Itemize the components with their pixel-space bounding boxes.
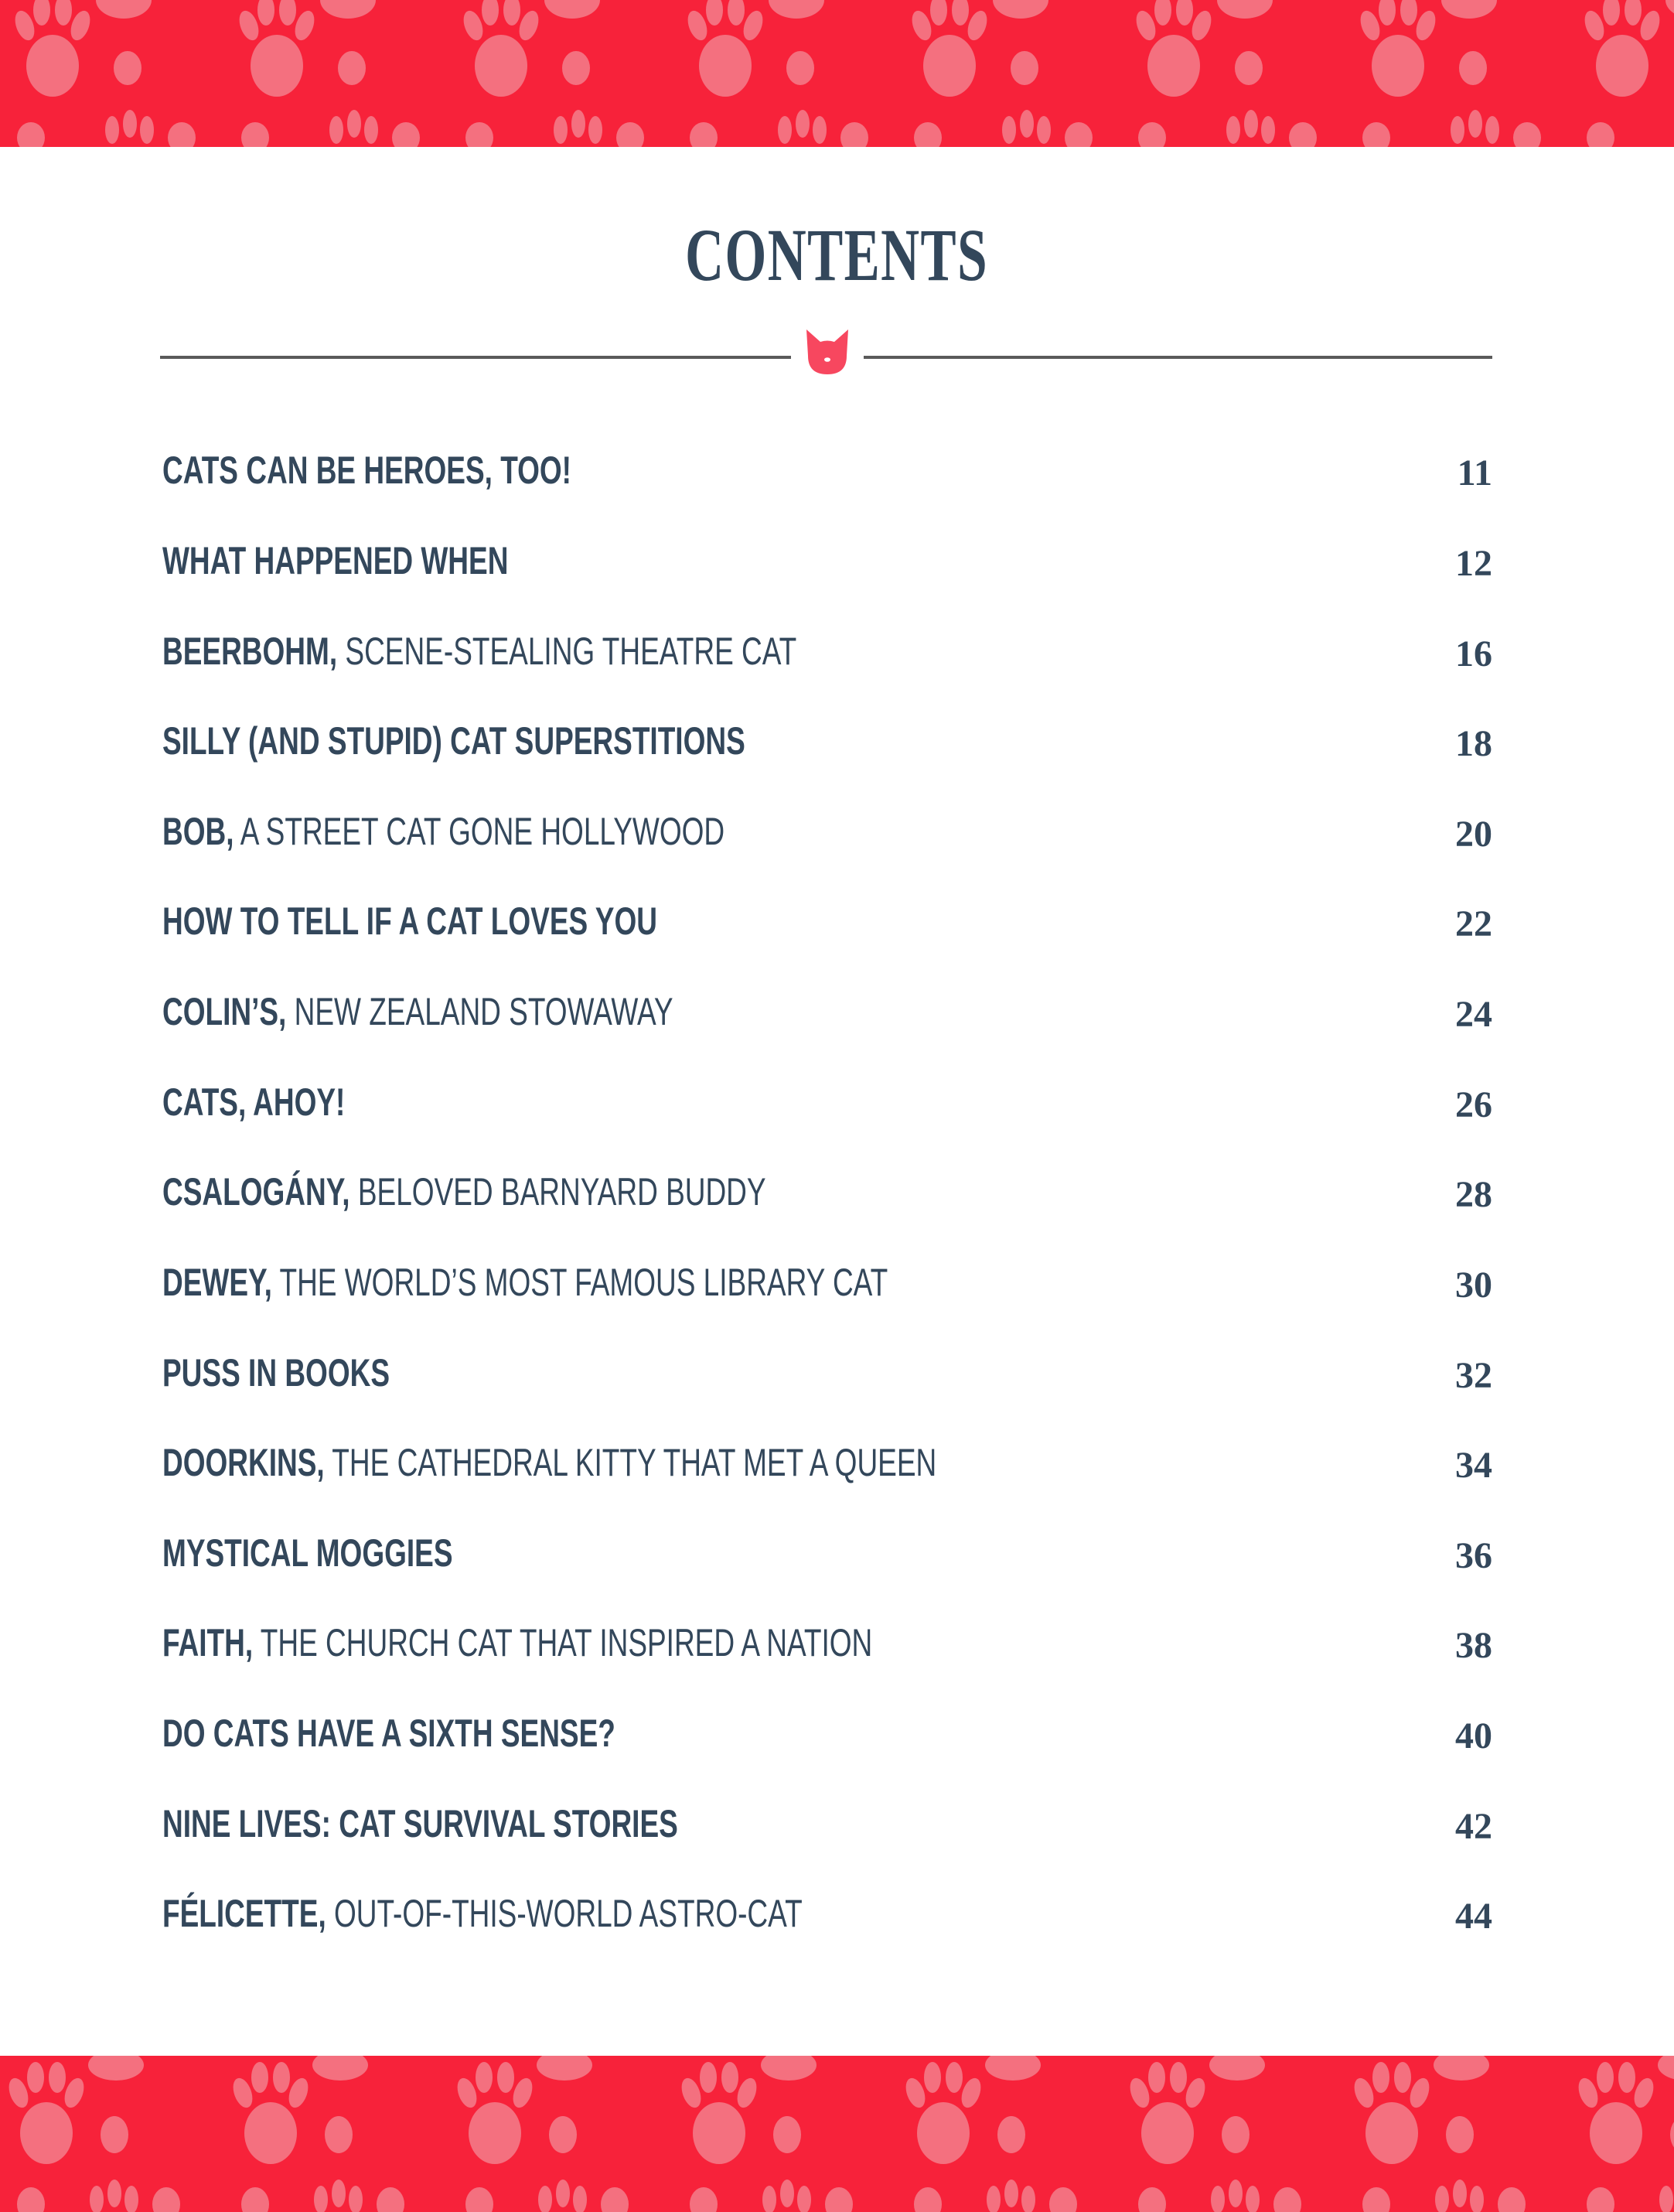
toc-entry-lead: BEERBOHM, — [162, 630, 338, 673]
toc-entry-title — [162, 1801, 678, 1847]
toc-entry-title — [162, 538, 508, 584]
toc-entry-lead: WHAT HAPPENED WHEN — [162, 539, 509, 582]
toc-entry[interactable] — [162, 898, 1492, 944]
toc-entry-lead: CATS CAN BE HEROES, TOO! — [162, 449, 572, 492]
toc-page-number: 44 — [1455, 1896, 1492, 1937]
toc-entry-lead: PUSS IN BOOKS — [162, 1351, 390, 1394]
toc-page-number: 36 — [1455, 1535, 1492, 1576]
toc-page-number: 42 — [1455, 1806, 1492, 1847]
toc-entry-title — [162, 988, 673, 1035]
toc-entry-title — [162, 1530, 453, 1576]
toc-entry-title — [162, 1079, 345, 1125]
toc-entry-lead: MYSTICAL MOGGIES — [162, 1531, 453, 1575]
toc-entry-subtitle: SCENE-STEALING THEATRE CAT — [337, 630, 797, 673]
toc-entry-title — [162, 628, 796, 674]
toc-entry[interactable] — [162, 1439, 1492, 1486]
toc-page-number: 16 — [1455, 633, 1492, 674]
toc-page-number: 20 — [1455, 814, 1492, 855]
toc-entry[interactable] — [162, 1079, 1492, 1125]
toc-entry-lead: SILLY (AND STUPID) CAT SUPERSTITIONS — [162, 719, 745, 763]
toc-page-number: 32 — [1455, 1355, 1492, 1396]
toc-entry-lead: CSALOGÁNY, — [162, 1170, 350, 1214]
toc-page-number: 22 — [1455, 903, 1492, 944]
toc-page-number: 34 — [1455, 1445, 1492, 1486]
toc-entry-lead: FAITH, — [162, 1621, 254, 1664]
toc-entry[interactable] — [162, 988, 1492, 1035]
toc-entry-title — [162, 447, 571, 493]
toc-entry-title — [162, 1710, 615, 1756]
toc-entry[interactable] — [162, 538, 1492, 584]
toc-page-number: 26 — [1455, 1084, 1492, 1125]
toc-entry[interactable] — [162, 718, 1492, 764]
toc-entry[interactable] — [162, 1710, 1492, 1756]
bottom-paw-banner — [0, 2056, 1674, 2212]
toc-entry-lead: FÉLICETTE, — [162, 1892, 326, 1935]
toc-entry-subtitle: BELOVED BARNYARD BUDDY — [349, 1170, 766, 1214]
toc-entry[interactable] — [162, 1169, 1492, 1215]
toc-entry-title — [162, 1439, 936, 1486]
toc-entry-title — [162, 1620, 872, 1666]
toc-entry-subtitle: NEW ZEALAND STOWAWAY — [286, 990, 673, 1033]
toc-entry-lead: DO CATS HAVE A SIXTH SENSE? — [162, 1712, 615, 1755]
toc-page-number: 24 — [1455, 994, 1492, 1035]
toc-page-number: 38 — [1455, 1625, 1492, 1666]
toc-page-number: 28 — [1455, 1174, 1492, 1215]
toc-entry[interactable] — [162, 628, 1492, 674]
toc-entry[interactable] — [162, 1890, 1492, 1937]
toc-entry-lead: NINE LIVES: CAT SURVIVAL STORIES — [162, 1802, 678, 1845]
toc-entry[interactable] — [162, 1801, 1492, 1847]
contents-heading: CONTENTS — [685, 213, 989, 296]
toc-entry[interactable] — [162, 1620, 1492, 1666]
paw-print-icon — [0, 2056, 1674, 2212]
toc-entry-lead: DOORKINS, — [162, 1441, 325, 1484]
toc-entry-title — [162, 808, 724, 855]
toc-entry-title — [162, 1169, 766, 1215]
toc-entry[interactable] — [162, 1350, 1492, 1396]
toc-entry-title — [162, 1259, 888, 1306]
toc-entry-title — [162, 1350, 390, 1396]
toc-entry-lead: CATS, AHOY! — [162, 1080, 346, 1124]
toc-entry-lead: BOB, — [162, 810, 234, 853]
toc-page-number: 12 — [1455, 543, 1492, 584]
toc-entry-subtitle: OUT-OF-THIS-WORLD ASTRO-CAT — [326, 1892, 803, 1935]
toc-page-number: 30 — [1455, 1265, 1492, 1306]
toc-page-number: 18 — [1455, 723, 1492, 764]
toc-entry[interactable] — [162, 447, 1492, 493]
toc-page-number: 40 — [1455, 1715, 1492, 1756]
toc-entry-subtitle: A STREET CAT GONE HOLLYWOOD — [234, 810, 725, 853]
toc-entry[interactable] — [162, 1530, 1492, 1576]
toc-page-number: 11 — [1457, 452, 1492, 493]
toc-entry-lead: HOW TO TELL IF A CAT LOVES YOU — [162, 899, 657, 943]
toc-entry-subtitle: THE CATHEDRAL KITTY THAT MET A QUEEN — [324, 1441, 937, 1484]
toc-entry-subtitle: THE WORLD’S MOST FAMOUS LIBRARY CAT — [271, 1261, 888, 1304]
toc-entry[interactable] — [162, 1259, 1492, 1306]
toc-entry-lead: COLIN’S, — [162, 990, 287, 1033]
toc-entry[interactable] — [162, 808, 1492, 855]
toc-entry-title — [162, 1890, 803, 1937]
toc-entry-title — [162, 718, 745, 764]
toc-entry-lead: DEWEY, — [162, 1261, 272, 1304]
toc-entry-subtitle: THE CHURCH CAT THAT INSPIRED A NATION — [253, 1621, 873, 1664]
toc-entry-title — [162, 898, 657, 944]
